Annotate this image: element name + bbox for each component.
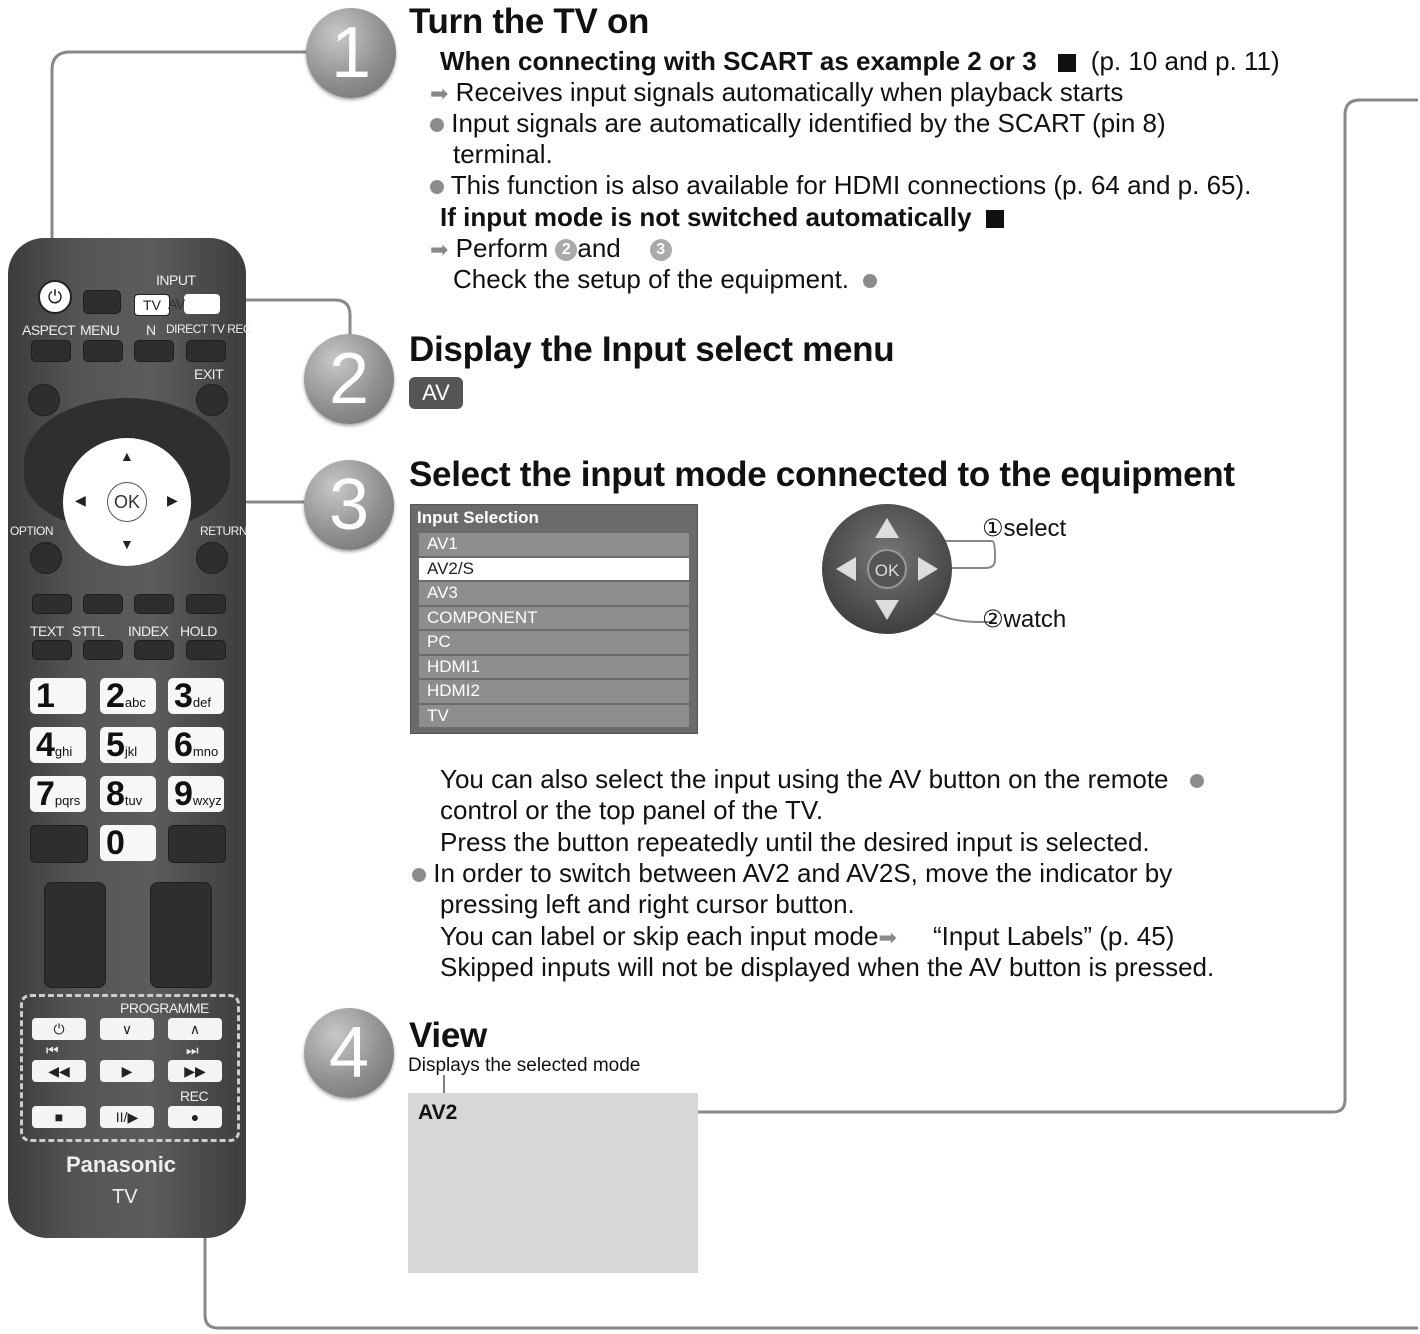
remote-power-small-icon: ⏻: [32, 1018, 86, 1040]
remote-key-letters: tuv: [124, 793, 143, 808]
remote-pause-icon: II/▶: [100, 1106, 154, 1128]
remote-key-letters: mno: [192, 744, 219, 759]
remote-key-1: [30, 678, 86, 714]
remote-ok-button: OK: [107, 482, 147, 522]
bullet-icon: [863, 274, 877, 288]
remote-key-letters: jkl: [124, 744, 138, 759]
bullet-icon: [1190, 774, 1204, 788]
remote-button: [31, 340, 71, 362]
note-3a: You can label or skip each input mode➡ “Input Labels” (p. 45): [440, 921, 1175, 951]
remote-key-letters: abc: [124, 695, 146, 710]
remote-return-label: RETURN: [200, 524, 247, 538]
remote-volume-rocker: [44, 882, 106, 988]
remote-key-number: 4: [36, 726, 55, 764]
remote-up-icon: ▲: [120, 448, 134, 464]
remote-skip-back-icon: ⏮: [46, 1042, 59, 1058]
remote-key-3: [168, 678, 224, 714]
remote-key-number: 2: [106, 677, 125, 715]
right-arrow-icon: [918, 557, 938, 581]
remote-programme-label: PROGRAMME: [120, 1000, 209, 1016]
power-icon: ⏻: [38, 280, 72, 314]
step-2-circle: 2: [304, 334, 394, 424]
remote-play-icon: ▶: [100, 1060, 154, 1082]
remote-button: [186, 640, 226, 660]
remote-color-button: [83, 594, 123, 614]
remote-control: [8, 238, 252, 1238]
remote-key-letters: def: [192, 695, 211, 710]
menu-item: PC: [419, 631, 689, 654]
hdmi-line: This function is also available for HDMI connections (p. 64 and p. 65).: [430, 170, 1251, 201]
remote-key-8: [100, 776, 156, 812]
remote-down-icon: ▼: [120, 536, 134, 552]
identified-cont: terminal.: [453, 139, 553, 169]
ok-button-graphic: OK: [867, 549, 907, 589]
remote-brand-logo: Panasonic: [66, 1152, 177, 1177]
remote-key-2: [100, 678, 156, 714]
step-3-circle: 3: [304, 460, 394, 550]
remote-sttl-label: STTL: [72, 623, 105, 639]
cursor-pad: [822, 504, 952, 634]
perform-line: ➡ Perform 2 and 3: [430, 233, 672, 265]
step-1-circle: 1: [306, 8, 396, 98]
remote-stop-icon: ■: [32, 1106, 86, 1128]
remote-button: [30, 825, 88, 863]
remote-left-icon: ◀: [75, 492, 86, 508]
remote-key-4: [30, 727, 86, 763]
remote-button: [134, 640, 174, 660]
step-4-circle: 4: [304, 1008, 394, 1098]
remote-color-button: [186, 594, 226, 614]
remote-option-label: OPTION: [10, 524, 54, 538]
remote-text-label: TEXT: [30, 623, 64, 639]
remote-color-button: [134, 594, 174, 614]
note-2a: In order to switch between AV2 and AV2S, move the indicator by: [412, 858, 1172, 889]
up-arrow-icon: [875, 518, 899, 538]
remote-key-0: 0: [100, 825, 156, 861]
remote-key-letters: ghi: [54, 744, 73, 759]
menu-item: AV2/S: [419, 558, 689, 581]
step-3-title: Select the input mode connected to the equipment: [409, 455, 1235, 494]
remote-rec-label: REC: [180, 1088, 209, 1104]
remote-prog-up-icon: ∧: [168, 1018, 222, 1040]
arrow-right-icon: ➡: [430, 81, 449, 106]
av-key: AV: [409, 377, 463, 409]
note-2b: pressing left and right cursor button.: [440, 889, 855, 919]
identified-line: Input signals are automatically identified by the SCART (pin 8): [430, 108, 1166, 139]
bullet-icon: [430, 118, 444, 132]
remote-key-number: 7: [36, 775, 55, 813]
step-4-subtitle: Displays the selected mode: [408, 1055, 641, 1076]
remote-aspect-label: ASPECT: [22, 322, 76, 338]
remote-button: [83, 640, 123, 660]
step-3-ref-icon: 3: [650, 239, 672, 261]
remote-button: [83, 340, 123, 362]
bullet-icon: [412, 868, 426, 882]
remote-skip-fwd-icon: ⏭: [186, 1042, 199, 1058]
remote-button: [168, 825, 226, 863]
check-line: Check the setup of the equipment.: [453, 264, 877, 295]
menu-item: COMPONENT: [419, 607, 689, 630]
watch-label: ②watch: [982, 606, 1067, 633]
remote-av-button: [184, 294, 220, 314]
remote-key-letters: wxyz: [192, 793, 222, 808]
remote-button: [28, 384, 60, 416]
step-2-title: Display the Input select menu: [409, 330, 895, 369]
left-arrow-icon: [836, 557, 856, 581]
arrow-right-icon: ➡: [878, 925, 897, 950]
remote-input-label: INPUT: [156, 272, 196, 288]
step-2-ref-icon: 2: [555, 239, 577, 261]
remote-button: [83, 290, 121, 314]
remote-n-label: N: [146, 322, 156, 338]
remote-record-icon: ●: [168, 1106, 222, 1128]
remote-button: [196, 542, 228, 574]
input-selection-menu: [410, 504, 698, 734]
menu-item: HDMI2: [419, 680, 689, 703]
note-square-icon: [1058, 54, 1076, 72]
remote-key-7: [30, 776, 86, 812]
remote-model-label: TV: [112, 1186, 138, 1208]
menu-item: HDMI1: [419, 656, 689, 679]
remote-key-9: [168, 776, 224, 812]
note-square-icon: [986, 210, 1004, 228]
remote-hold-label: HOLD: [180, 623, 217, 639]
menu-item: AV1: [419, 533, 689, 556]
remote-key-number: 8: [106, 775, 125, 813]
remote-key-number: 6: [174, 726, 193, 764]
menu-item: AV3: [419, 582, 689, 605]
receives-line: ➡ Receives input signals automatically when playback starts: [430, 77, 1124, 107]
remote-ffwd-icon: ▶▶: [168, 1060, 222, 1082]
remote-channel-rocker: [150, 882, 212, 988]
remote-button: [134, 340, 174, 362]
not-switched-heading: If input mode is not switched automatically: [440, 202, 1004, 233]
remote-av-label: AV: [168, 296, 185, 312]
remote-index-label: INDEX: [128, 623, 169, 639]
scart-note: When connecting with SCART as example 2 or 3 (p. 10 and p. 11): [440, 46, 1280, 76]
note-1a: You can also select the input using the AV button on the remote: [440, 764, 1204, 795]
select-label: ①select: [982, 515, 1067, 542]
remote-prog-down-icon: ∨: [100, 1018, 154, 1040]
tv-screen-preview: [408, 1093, 698, 1273]
remote-rewind-icon: ◀◀: [32, 1060, 86, 1082]
remote-key-letters: pqrs: [54, 793, 81, 808]
remote-button: [30, 542, 62, 574]
note-3b: Skipped inputs will not be displayed when the AV button is pressed.: [440, 952, 1215, 982]
remote-button: [186, 340, 226, 362]
note-1c: Press the button repeatedly until the desired input is selected.: [440, 827, 1150, 857]
arrow-right-icon: ➡: [430, 237, 449, 262]
remote-button: [32, 640, 72, 660]
note-1b: control or the top panel of the TV.: [440, 795, 824, 825]
remote-menu-label: MENU: [80, 322, 120, 338]
menu-title: Input Selection: [417, 508, 539, 527]
step-1-title: Turn the TV on: [409, 2, 650, 41]
remote-tv-button: TV: [134, 294, 170, 316]
selected-mode-label: AV2: [418, 1101, 461, 1125]
bullet-icon: [430, 180, 444, 194]
menu-item: TV: [419, 705, 689, 728]
remote-key-number: 9: [174, 775, 193, 813]
remote-key-6: [168, 727, 224, 763]
down-arrow-icon: [875, 600, 899, 620]
remote-key-number: 1: [36, 677, 55, 715]
remote-exit-label: EXIT: [194, 366, 224, 382]
remote-right-icon: ▶: [167, 492, 178, 508]
remote-key-number: 5: [106, 726, 125, 764]
remote-dpad: [63, 438, 191, 566]
remote-key-5: [100, 727, 156, 763]
remote-button: [196, 384, 228, 416]
remote-direct-label: DIRECT TV REC: [166, 322, 252, 336]
remote-color-button: [32, 594, 72, 614]
step-4-title: View: [409, 1016, 487, 1055]
remote-key-number: 3: [174, 677, 193, 715]
